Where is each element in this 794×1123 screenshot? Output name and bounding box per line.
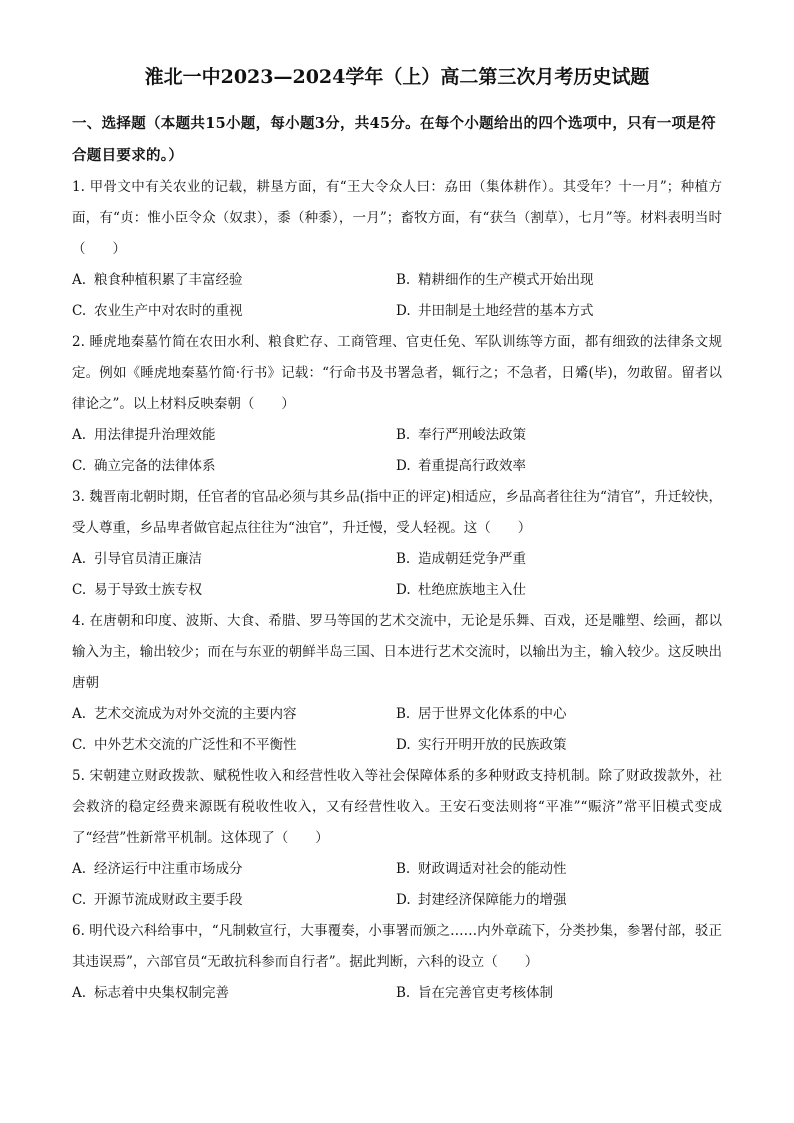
question-4 — [72, 606, 722, 761]
option-c[interactable] — [72, 296, 396, 327]
option-b[interactable] — [396, 699, 722, 730]
option-text: 易于导致士族专权 — [94, 582, 202, 598]
option-grid — [72, 978, 722, 1009]
question-number: 2. — [72, 334, 85, 350]
question-stem — [72, 761, 722, 854]
option-text: 确立完备的法律体系 — [94, 458, 216, 474]
question-2 — [72, 327, 722, 482]
option-letter: D. — [396, 737, 411, 753]
option-a[interactable] — [72, 978, 396, 1009]
option-text: 杜绝庶族地主入仕 — [418, 582, 526, 598]
option-letter: D. — [396, 303, 411, 319]
option-letter: C. — [72, 737, 87, 753]
question-number: 1. — [72, 179, 85, 195]
option-grid — [72, 854, 722, 916]
question-number: 6. — [72, 923, 85, 939]
question-text: 宋朝建立财政拨款、赋税性收入和经营性收入等社会保障体系的多种财政支持机制。除了财政拨款外，社会救济的稳定经费来源既有税收性收入，又有经营性收入。王安石变法则将“平准”“赈济”常平旧模式变成了“经营”性新常平机制。这体现了（ ） — [72, 768, 723, 846]
option-text: 封建经济保障能力的增强 — [418, 892, 567, 908]
option-letter: C. — [72, 582, 87, 598]
option-text: 实行开明开放的民族政策 — [418, 737, 567, 753]
option-text: 用法律提升治理效能 — [94, 427, 216, 443]
question-6 — [72, 916, 722, 1009]
option-b[interactable] — [396, 420, 722, 451]
question-number: 4. — [72, 613, 85, 629]
question-stem — [72, 606, 722, 699]
option-grid — [72, 544, 722, 606]
option-text: 精耕细作的生产模式开始出现 — [418, 272, 594, 288]
option-letter: B. — [396, 427, 411, 443]
question-5 — [72, 761, 722, 916]
option-text: 引导官员清正廉洁 — [94, 551, 202, 567]
option-grid — [72, 420, 722, 482]
option-grid — [72, 699, 722, 761]
question-stem — [72, 916, 722, 978]
option-grid — [72, 265, 722, 327]
option-a[interactable] — [72, 544, 396, 575]
option-d[interactable] — [396, 451, 722, 482]
section-heading: 一、选择题（本题共15小题，每小题3分，共45分。在每个小题给出的四个选项中，只有一项是符合题目要求的。） — [72, 115, 716, 164]
option-b[interactable] — [396, 544, 722, 575]
option-text: 着重提高行政效率 — [418, 458, 526, 474]
option-text: 艺术交流成为对外交流的主要内容 — [94, 706, 297, 722]
option-c[interactable] — [72, 885, 396, 916]
option-letter: D. — [396, 892, 411, 908]
option-letter: A. — [72, 427, 87, 443]
option-a[interactable] — [72, 420, 396, 451]
question-text: 睡虎地秦墓竹简在农田水利、粮食贮存、工商管理、官吏任免、军队训练等方面，都有细致的法律条文规定。例如《睡虎地秦墓竹简·行书》记载：“行命书及书署急者，辄行之；不急者，日觱(毕)，勿敢留。留者以律论之”。以上材料反映秦朝（ ） — [72, 334, 723, 412]
option-letter: D. — [396, 458, 411, 474]
question-text: 在唐朝和印度、波斯、大食、希腊、罗马等国的艺术交流中，无论是乐舞、百戏，还是雕塑、绘画，都以输入为主，输出较少；而在与东亚的朝鲜半岛三国、日本进行艺术交流时，以输出为主，输入较少。这反映出唐朝 — [72, 613, 723, 691]
question-number: 5. — [72, 768, 85, 784]
option-letter: C. — [72, 303, 87, 319]
option-text: 奉行严刑峻法政策 — [418, 427, 526, 443]
option-text: 经济运行中注重市场成分 — [94, 861, 243, 877]
question-number: 3. — [72, 489, 85, 505]
option-letter: A. — [72, 551, 87, 567]
option-d[interactable] — [396, 730, 722, 761]
question-text: 甲骨文中有关农业的记载，耕垦方面，有“王大令众人曰：劦田（集体耕作）。其受年？十一月”；种植方面，有“贞：惟小臣令众（奴隶），黍（种黍），一月”；畜牧方面，有“获刍（割草），七月”等。材料表明当时（ ） — [72, 179, 722, 257]
option-b[interactable] — [396, 265, 722, 296]
question-text: 魏晋南北朝时期，任官者的官品必须与其乡品(指中正的评定)相适应，乡品高者往往为“清官”，升迁较快，受人尊重，乡品卑者做官起点往往为“浊官”，升迁慢，受人轻视。这（ ） — [72, 489, 722, 536]
option-text: 粮食种植积累了丰富经验 — [94, 272, 243, 288]
option-d[interactable] — [396, 575, 722, 606]
option-letter: D. — [396, 582, 411, 598]
option-letter: B. — [396, 985, 411, 1001]
option-text: 财政调适对社会的能动性 — [418, 861, 567, 877]
option-letter: B. — [396, 861, 411, 877]
question-stem — [72, 172, 722, 265]
option-letter: A. — [72, 706, 87, 722]
question-list — [72, 172, 722, 1009]
option-text: 井田制是土地经营的基本方式 — [418, 303, 594, 319]
question-stem — [72, 482, 722, 544]
option-d[interactable] — [396, 885, 722, 916]
option-text: 中外艺术交流的广泛性和不平衡性 — [94, 737, 297, 753]
option-text: 旨在完善官吏考核体制 — [418, 985, 553, 1001]
option-text: 标志着中央集权制完善 — [94, 985, 229, 1001]
question-text: 明代设六科给事中，“凡制敕宣行，大事覆奏，小事署而颁之……内外章疏下，分类抄集，参署付部，驳正其违误焉”，六部官员“无敢抗科参而自行者”。据此判断，六科的设立（ ） — [72, 923, 722, 970]
question-3 — [72, 482, 722, 606]
page-title: 淮北一中2023—2024学年（上）高二第三次月考历史试题 — [144, 66, 650, 88]
option-d[interactable] — [396, 296, 722, 327]
option-text: 农业生产中对农时的重视 — [94, 303, 243, 319]
option-text: 开源节流成财政主要手段 — [94, 892, 243, 908]
question-stem — [72, 327, 722, 420]
option-letter: B. — [396, 272, 411, 288]
option-c[interactable] — [72, 730, 396, 761]
option-c[interactable] — [72, 575, 396, 606]
option-letter: C. — [72, 458, 87, 474]
option-letter: A. — [72, 861, 87, 877]
option-a[interactable] — [72, 265, 396, 296]
option-letter: C. — [72, 892, 87, 908]
option-b[interactable] — [396, 854, 722, 885]
question-1 — [72, 172, 722, 327]
option-c[interactable] — [72, 451, 396, 482]
option-letter: B. — [396, 706, 411, 722]
option-b[interactable] — [396, 978, 722, 1009]
option-letter: B. — [396, 551, 411, 567]
option-a[interactable] — [72, 699, 396, 730]
option-letter: A. — [72, 985, 87, 1001]
option-text: 造成朝廷党争严重 — [418, 551, 526, 567]
option-a[interactable] — [72, 854, 396, 885]
option-text: 居于世界文化体系的中心 — [418, 706, 567, 722]
option-letter: A. — [72, 272, 87, 288]
